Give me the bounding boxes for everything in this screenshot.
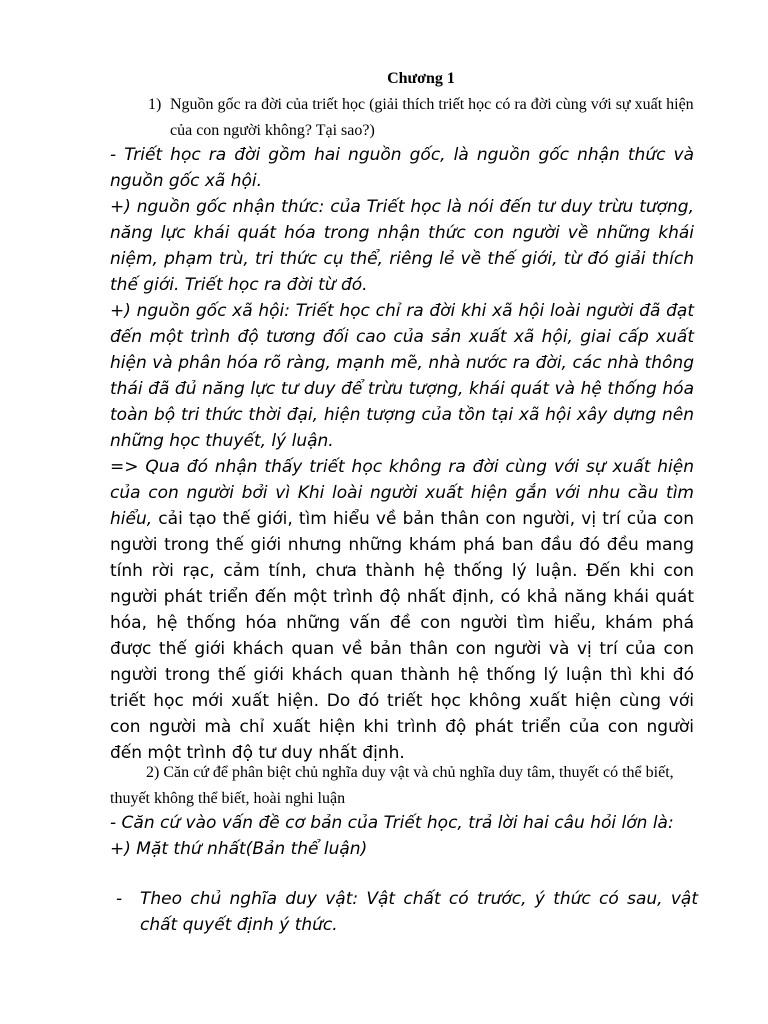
answer-1-conclusion-italic: => Qua đó nhận thấy triết học không ra đời cùng với sự xuất hiện của con người bởi vì Khi loài người xuất hiện gắn với nhu cầu tìm hiểu,	[110, 457, 694, 529]
answer-1	[110, 142, 694, 766]
answer-1-conclusion	[110, 454, 694, 766]
question-1-number: 1)	[148, 96, 162, 113]
answer-2-intro: - Căn cứ vào vấn đề cơ bản của Triết học, trả lời hai câu hỏi lớn là:	[110, 813, 674, 833]
answer-1-conclusion-normal: cải tạo thế giới, tìm hiểu về bản thân con người, vị trí của con người trong thế giới nhưng những khám phá ban đầu đó đều mang tính rời rạc, cảm tính, chưa thành hệ thống lý luận. Đến khi con người phát triển đến một trình độ nhất định, có khả năng khái quát hóa, hệ thống hóa những vấn đề con người tìm hiểu, khám phá được thế giới khách quan về bản thân con người và vị trí của con người trong thế giới khách quan thành hệ thống lý luận thì khi đó triết học mới xuất hiện. Do đó triết học không xuất hiện cùng với con người mà chỉ xuất hiện khi trình độ phát triển của con người đến một trình độ tư duy nhất định.	[110, 509, 694, 763]
answer-2	[110, 810, 694, 862]
answer-2-list-item	[110, 886, 698, 938]
answer-1-cognitive-origin: +) nguồn gốc nhận thức: của Triết học là nói đến tư duy trừu tượng, năng lực khái quát hóa trong nhận thức con người về những khái niệm, phạm trù, tri thức cụ thể, riêng lẻ về thế giới, từ đó giải thích thế giới. Triết học ra đời từ đó.	[110, 197, 694, 295]
question-1-text: Nguồn gốc ra đời của triết học (giải thích triết học có ra đời cùng với sự xuất hiện của con người không? Tại sao?)	[170, 96, 694, 139]
answer-2-first-aspect: +) Mặt thứ nhất(Bản thể luận)	[110, 839, 368, 859]
question-1	[148, 92, 700, 144]
answer-1-social-origin: +) nguồn gốc xã hội: Triết học chỉ ra đời khi xã hội loài người đã đạt đến một trình độ tương đối cao của sản xuất xã hội, giai cấp xuất hiện và phân hóa rõ ràng, mạnh mẽ, nhà nước ra đời, các nhà thông thái đã đủ năng lực tư duy để trừu tượng, khái quát và hệ thống hóa toàn bộ tri thức thời đại, hiện tượng của tồn tại xã hội xây dựng nên những học thuyết, lý luận.	[110, 301, 694, 451]
chapter-title: Chương 1	[387, 70, 455, 87]
list-dash: -	[116, 889, 123, 909]
question-2-text: 2) Căn cứ để phân biệt chủ nghĩa duy vật và chủ nghĩa duy tâm, thuyết có thể biết, thuyết không thể biết, hoài nghi luận	[110, 764, 674, 807]
materialism-view: Theo chủ nghĩa duy vật: Vật chất có trước, ý thức có sau, vật chất quyết định ý thức.	[140, 889, 698, 935]
answer-1-intro: - Triết học ra đời gồm hai nguồn gốc, là nguồn gốc nhận thức và nguồn gốc xã hội.	[110, 145, 694, 191]
